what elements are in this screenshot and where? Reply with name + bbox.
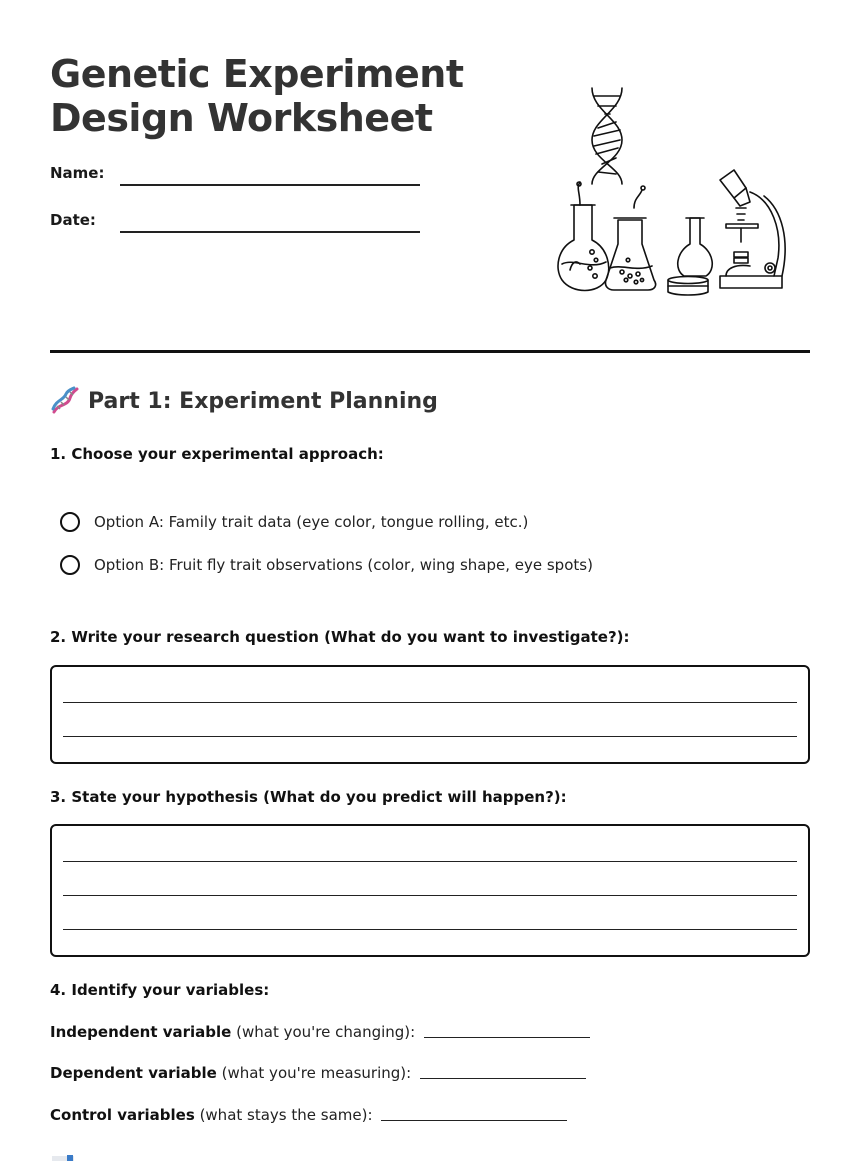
answer-line <box>63 736 797 737</box>
name-input-line[interactable] <box>120 184 420 186</box>
independent-variable-label: Independent variable <box>50 1023 232 1041</box>
petri-dish-icon <box>668 277 708 296</box>
independent-variable-row <box>50 1023 590 1041</box>
dependent-variable-hint: (what you're measuring): <box>221 1064 412 1082</box>
question-4-label: 4. Identify your variables: <box>50 981 270 999</box>
name-field[interactable] <box>50 164 420 188</box>
round-flask-icon <box>558 182 609 291</box>
option-b-label: Option B: Fruit fly trait observations (color, wing shape, eye spots) <box>94 556 593 574</box>
question-2-label: 2. Write your research question (What do you want to investigate?): <box>50 628 630 646</box>
dependent-variable-blank[interactable] <box>420 1078 586 1079</box>
part1-heading-text: Part 1: Experiment Planning <box>88 388 438 414</box>
option-a-radio[interactable] <box>60 512 80 532</box>
independent-variable-hint: (what you're changing): <box>236 1023 416 1041</box>
date-field[interactable] <box>50 211 420 235</box>
header-divider <box>50 350 810 353</box>
answer-line <box>63 702 797 703</box>
control-variables-hint: (what stays the same): <box>199 1106 373 1124</box>
control-variables-label: Control variables <box>50 1106 195 1124</box>
option-a[interactable] <box>60 512 528 532</box>
option-b[interactable] <box>60 555 593 575</box>
dna-icon <box>50 386 80 416</box>
research-question-box[interactable] <box>50 665 810 764</box>
option-b-radio[interactable] <box>60 555 80 575</box>
dependent-variable-label: Dependent variable <box>50 1064 217 1082</box>
erlenmeyer-flask-icon <box>605 186 655 290</box>
option-a-label: Option A: Family trait data (eye color, tongue rolling, etc.) <box>94 513 529 531</box>
control-variables-row <box>50 1106 567 1124</box>
worksheet-title <box>50 52 470 140</box>
answer-line <box>63 929 797 930</box>
question-3-label: 3. State your hypothesis (What do you predict will happen?): <box>50 788 567 806</box>
control-variables-blank[interactable] <box>381 1120 567 1121</box>
dependent-variable-row <box>50 1064 586 1082</box>
answer-line <box>63 861 797 862</box>
part1-heading <box>50 386 438 416</box>
name-label: Name: <box>50 164 105 182</box>
question-1-label: 1. Choose your experimental approach: <box>50 445 384 463</box>
date-input-line[interactable] <box>120 231 420 233</box>
microscope-icon <box>720 170 785 288</box>
part2-chart-icon <box>50 1154 76 1161</box>
title-line-1: Genetic Experiment <box>50 52 464 96</box>
dna-helix-icon <box>592 88 622 184</box>
date-label: Date: <box>50 211 96 229</box>
title-line-2: Design Worksheet <box>50 96 433 140</box>
lab-equipment-illustration <box>550 80 790 300</box>
hypothesis-box[interactable] <box>50 824 810 957</box>
independent-variable-blank[interactable] <box>424 1037 590 1038</box>
small-flask-icon <box>678 218 713 276</box>
answer-line <box>63 895 797 896</box>
